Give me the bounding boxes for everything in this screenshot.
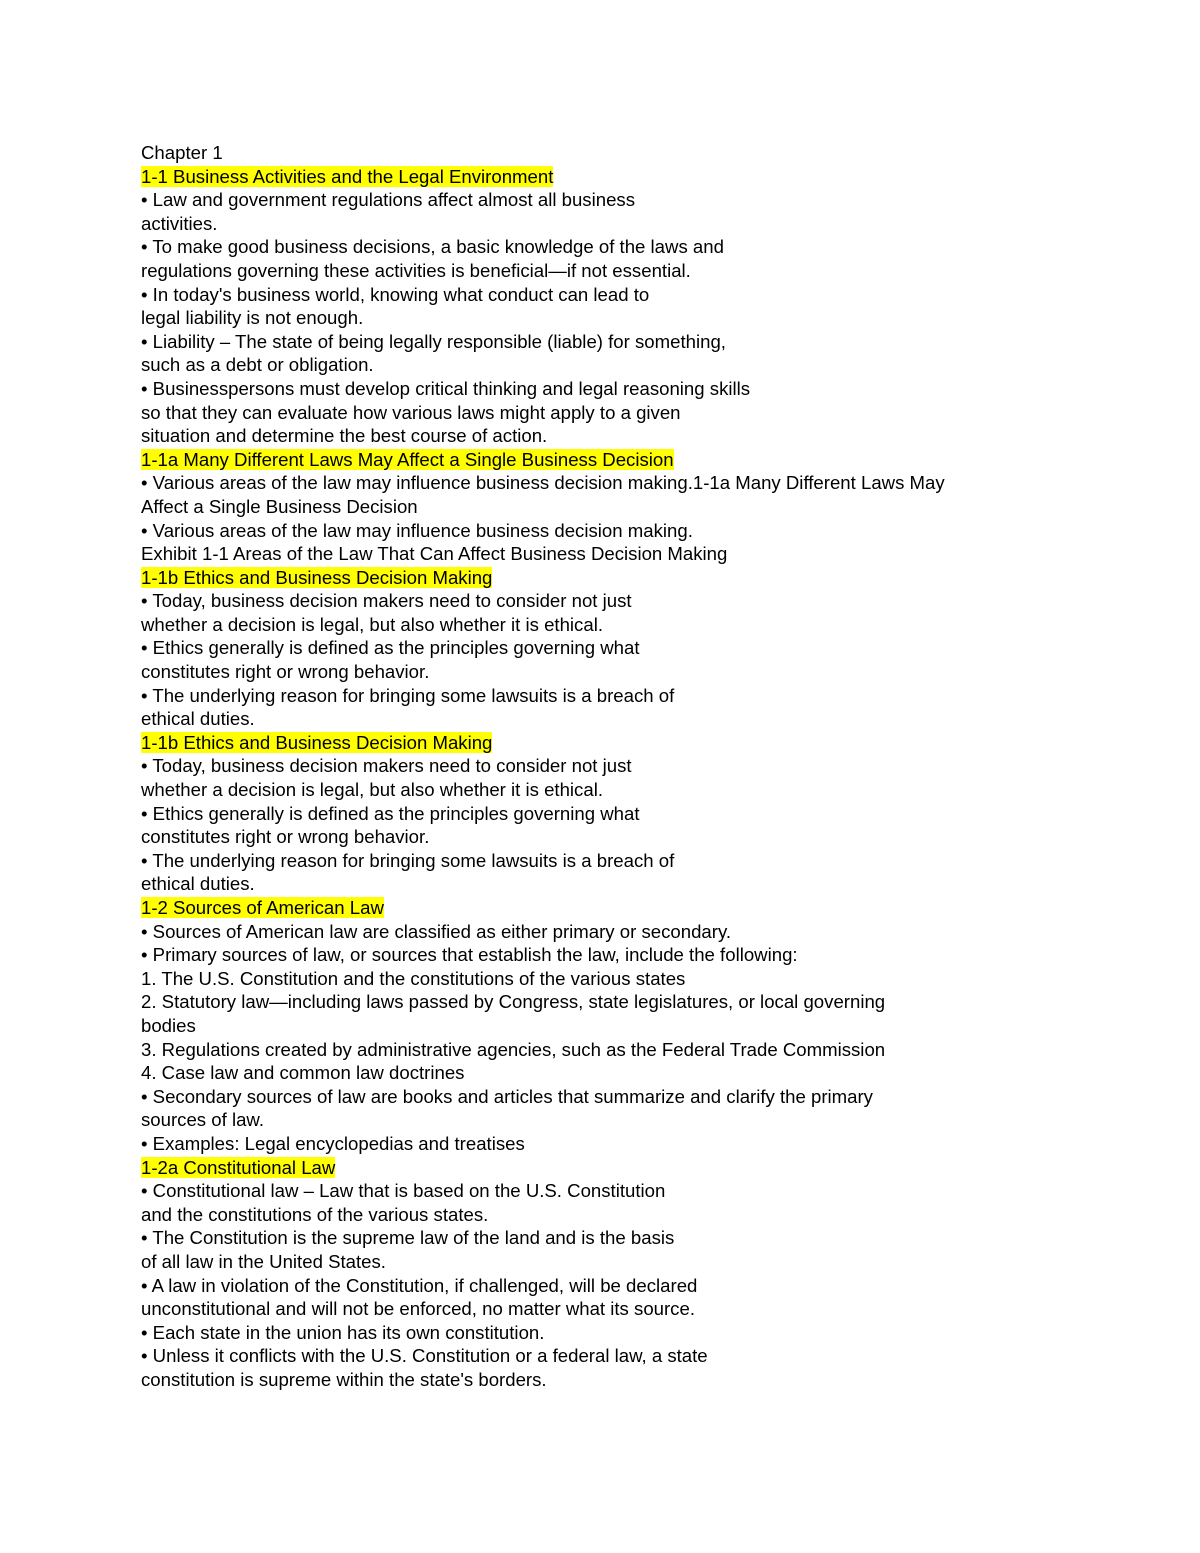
line-text: Chapter 1 xyxy=(141,142,223,163)
line-text: legal liability is not enough. xyxy=(141,307,364,329)
line-text: 1. The U.S. Constitution and the constitutions of the various states xyxy=(141,967,686,989)
text-line xyxy=(141,1226,1141,1250)
highlighted-heading-text: 1-2 Sources of American Law xyxy=(141,897,384,918)
line-text: • Ethics generally is defined as the principles governing what xyxy=(141,802,640,824)
line-text: Exhibit 1-1 Areas of the Law That Can Affect Business Decision Making xyxy=(141,543,728,565)
highlighted-heading-text: 1-1 Business Activities and the Legal Environment xyxy=(141,165,554,187)
line-text: • Various areas of the law may influence business decision making.1-1a Many Different Laws May xyxy=(141,472,945,494)
line-text: • Law and government regulations affect almost all business xyxy=(141,189,636,211)
line-text: constitutes right or wrong behavior. xyxy=(141,826,430,848)
text-line xyxy=(141,684,1141,708)
line-text: such as a debt or obligation. xyxy=(141,354,374,376)
text-line xyxy=(141,849,1141,873)
section-heading xyxy=(141,1156,1141,1180)
text-line xyxy=(141,943,1141,967)
line-text: and the constitutions of the various states. xyxy=(141,1203,489,1225)
text-line xyxy=(141,1203,1141,1227)
line-text: bodies xyxy=(141,1014,196,1036)
text-line xyxy=(141,1368,1141,1392)
highlighted-heading-text: 1-1b Ethics and Business Decision Making xyxy=(141,731,493,753)
line-text: constitution is supreme within the state's borders. xyxy=(141,1368,547,1390)
text-line xyxy=(141,1250,1141,1274)
line-text: constitutes right or wrong behavior. xyxy=(141,661,430,683)
highlighted-heading-text: 1-2a Constitutional Law xyxy=(141,1156,336,1178)
line-text: 4. Case law and common law doctrines xyxy=(141,1062,465,1084)
text-line xyxy=(141,306,1141,330)
text-line xyxy=(141,1085,1141,1109)
text-line xyxy=(141,424,1141,448)
line-text: Affect a Single Business Decision xyxy=(141,495,418,517)
text-line xyxy=(141,660,1141,684)
highlighted-heading-text: 1-1a Many Different Laws May Affect a Single Business Decision xyxy=(141,448,674,470)
line-text: • Today, business decision makers need to consider not just xyxy=(141,755,632,777)
section-heading xyxy=(141,566,1141,590)
text-line xyxy=(141,188,1141,212)
text-line xyxy=(141,1297,1141,1321)
text-line xyxy=(141,872,1141,896)
line-text: • Primary sources of law, or sources that establish the law, include the following: xyxy=(141,944,798,966)
line-text: regulations governing these activities is beneficial—if not essential. xyxy=(141,259,691,281)
line-text: • Businesspersons must develop critical thinking and legal reasoning skills xyxy=(141,377,751,399)
line-text: • Today, business decision makers need to consider not just xyxy=(141,590,632,612)
line-text: unconstitutional and will not be enforced, no matter what its source. xyxy=(141,1298,695,1320)
section-heading xyxy=(141,448,1141,472)
text-line xyxy=(141,1321,1141,1345)
text-line xyxy=(141,401,1141,425)
line-text: • The Constitution is the supreme law of the land and is the basis xyxy=(141,1227,675,1249)
text-line xyxy=(141,542,1141,566)
text-line xyxy=(141,235,1141,259)
text-line xyxy=(141,589,1141,613)
text-line xyxy=(141,754,1141,778)
line-text: • Ethics generally is defined as the principles governing what xyxy=(141,637,640,659)
line-text: • Secondary sources of law are books and articles that summarize and clarify the primary xyxy=(141,1085,873,1107)
text-line xyxy=(141,1179,1141,1203)
line-text: of all law in the United States. xyxy=(141,1250,386,1272)
text-line xyxy=(141,1274,1141,1298)
line-text: • The underlying reason for bringing some lawsuits is a breach of xyxy=(141,849,675,871)
text-line xyxy=(141,519,1141,543)
line-text: • In today's business world, knowing what conduct can lead to xyxy=(141,283,650,305)
text-line xyxy=(141,636,1141,660)
line-text: • A law in violation of the Constitution, if challenged, will be declared xyxy=(141,1274,698,1296)
text-line xyxy=(141,1132,1141,1156)
line-text: • Examples: Legal encyclopedias and treatises xyxy=(141,1132,525,1154)
line-text: • Constitutional law – Law that is based on the U.S. Constitution xyxy=(141,1180,666,1202)
line-text: whether a decision is legal, but also whether it is ethical. xyxy=(141,613,603,635)
text-line xyxy=(141,471,1141,495)
line-text: 2. Statutory law—including laws passed by Congress, state legislatures, or local governing xyxy=(141,991,886,1013)
line-text: 3. Regulations created by administrative agencies, such as the Federal Trade Commission xyxy=(141,1038,886,1060)
text-line xyxy=(141,778,1141,802)
section-heading xyxy=(141,896,1141,920)
line-text: • Each state in the union has its own constitution. xyxy=(141,1321,545,1343)
document-body xyxy=(141,141,1141,1391)
text-line xyxy=(141,259,1141,283)
text-line xyxy=(141,495,1141,519)
text-line xyxy=(141,920,1141,944)
line-text: whether a decision is legal, but also whether it is ethical. xyxy=(141,779,603,801)
text-line xyxy=(141,1014,1141,1038)
line-text: sources of law. xyxy=(141,1109,264,1131)
text-line xyxy=(141,377,1141,401)
text-line xyxy=(141,1108,1141,1132)
line-text: • Liability – The state of being legally responsible (liable) for something, xyxy=(141,330,726,352)
text-line xyxy=(141,707,1141,731)
text-line xyxy=(141,967,1141,991)
text-line xyxy=(141,802,1141,826)
text-line xyxy=(141,353,1141,377)
text-line xyxy=(141,1061,1141,1085)
line-text: activities. xyxy=(141,212,218,234)
highlighted-heading-text: 1-1b Ethics and Business Decision Making xyxy=(141,566,493,588)
text-line xyxy=(141,613,1141,637)
text-line xyxy=(141,825,1141,849)
text-line xyxy=(141,330,1141,354)
line-text: situation and determine the best course of action. xyxy=(141,425,548,447)
line-text: • Sources of American law are classified as either primary or secondary. xyxy=(141,920,732,942)
text-line xyxy=(141,212,1141,236)
line-text: • To make good business decisions, a basic knowledge of the laws and xyxy=(141,236,724,258)
section-heading xyxy=(141,165,1141,189)
text-line xyxy=(141,1038,1141,1062)
section-heading xyxy=(141,731,1141,755)
text-line xyxy=(141,283,1141,307)
line-text: so that they can evaluate how various laws might apply to a given xyxy=(141,401,681,423)
text-line xyxy=(141,990,1141,1014)
line-text: • The underlying reason for bringing some lawsuits is a breach of xyxy=(141,684,675,706)
text-line xyxy=(141,1344,1141,1368)
line-text: ethical duties. xyxy=(141,873,255,895)
line-text: • Unless it conflicts with the U.S. Constitution or a federal law, a state xyxy=(141,1345,708,1367)
line-text: • Various areas of the law may influence business decision making. xyxy=(141,519,693,541)
line-text: ethical duties. xyxy=(141,708,255,730)
text-line xyxy=(141,141,1141,165)
